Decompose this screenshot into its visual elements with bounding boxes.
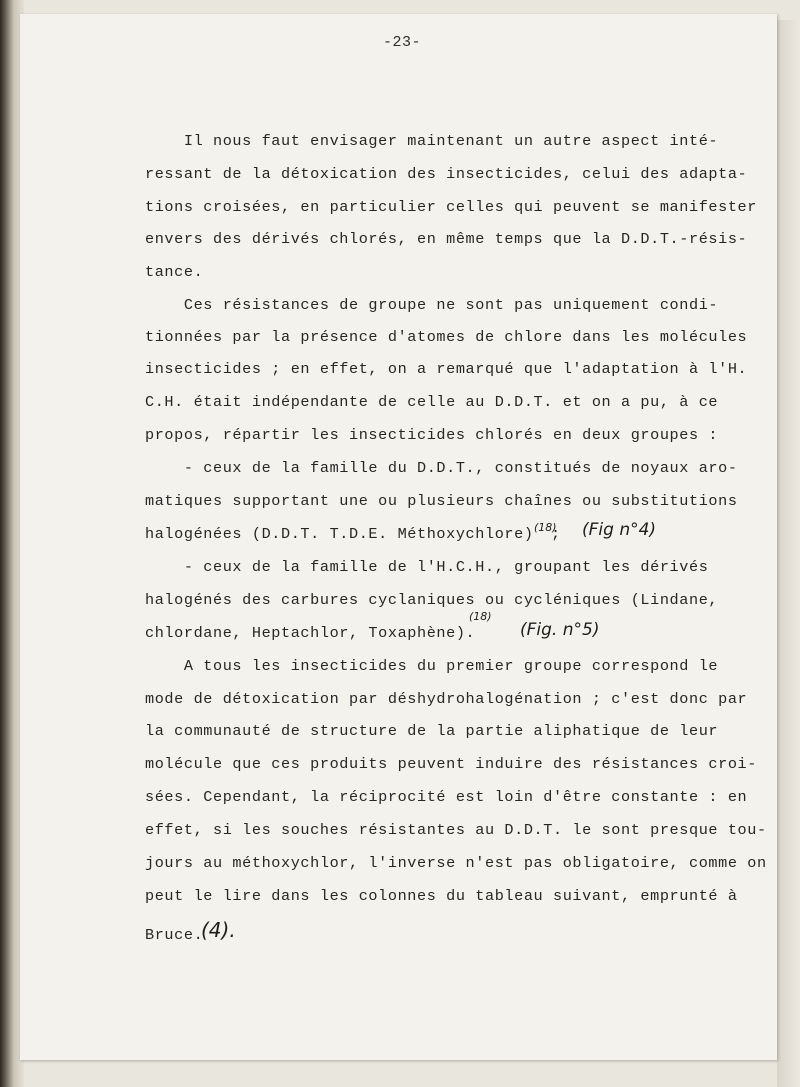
text-line: jours au méthoxychlor, l'inverse n'est pas obligatoire, comme on bbox=[145, 854, 767, 872]
semicolon: ; bbox=[551, 525, 561, 543]
text-line: - ceux de la famille du D.D.T., constitués de noyaux aro- bbox=[145, 459, 738, 477]
figure-reference-5: (Fig. n°5) bbox=[520, 620, 600, 640]
reference-note-4: (4). bbox=[201, 918, 236, 942]
text-line: la communauté de structure de la partie aliphatique de leur bbox=[145, 722, 719, 740]
text-line: halogénées (D.D.T. T.D.E. Méthoxychlore) bbox=[145, 525, 534, 543]
text-line: halogénés des carbures cyclaniques ou cycléniques (Lindane, bbox=[145, 591, 719, 609]
text-line: mode de détoxication par déshydrohalogénation ; c'est donc par bbox=[145, 690, 748, 708]
text-line: effet, si les souches résistantes au D.D.T. le sont presque tou- bbox=[145, 821, 767, 839]
page-number: -23- bbox=[383, 34, 422, 51]
text-line: sées. Cependant, la réciprocité est loin d'être constante : en bbox=[145, 788, 748, 806]
figure-reference-4: (Fig n°4) bbox=[582, 520, 657, 540]
text-line: tance. bbox=[145, 263, 204, 281]
reference-note: (18) bbox=[534, 521, 557, 534]
text-line: peut le lire dans les colonnes du tableau suivant, emprunté à bbox=[145, 887, 738, 905]
text-line: insecticides ; en effet, on a remarqué que l'adaptation à l'H. bbox=[145, 360, 748, 378]
text-line: C.H. était indépendante de celle au D.D.T. et on a pu, à ce bbox=[145, 393, 719, 411]
text-line: Bruce. bbox=[145, 926, 204, 944]
text-line: Il nous faut envisager maintenant un autre aspect inté- bbox=[145, 132, 719, 150]
text-line: tions croisées, en particulier celles qui peuvent se manifester bbox=[145, 198, 757, 216]
text-line: A tous les insecticides du premier groupe correspond le bbox=[145, 657, 719, 675]
reference-note: (18) bbox=[469, 610, 492, 623]
text-line: ressant de la détoxication des insecticides, celui des adapta- bbox=[145, 165, 748, 183]
text-line: chlordane, Heptachlor, Toxaphène). bbox=[145, 624, 476, 642]
text-line: envers des dérivés chlorés, en même temps que la D.D.T.-résis- bbox=[145, 230, 748, 248]
text-line: Ces résistances de groupe ne sont pas uniquement condi- bbox=[145, 296, 719, 314]
text-line: tionnées par la présence d'atomes de chlore dans les molécules bbox=[145, 328, 748, 346]
text-line: molécule que ces produits peuvent induire des résistances croi- bbox=[145, 755, 757, 773]
text-line: propos, répartir les insecticides chlorés en deux groupes : bbox=[145, 426, 719, 444]
text-line: - ceux de la famille de l'H.C.H., groupant les dérivés bbox=[145, 558, 709, 576]
text-line: matiques supportant une ou plusieurs chaînes ou substitutions bbox=[145, 492, 738, 510]
page-shadow bbox=[777, 20, 800, 1087]
